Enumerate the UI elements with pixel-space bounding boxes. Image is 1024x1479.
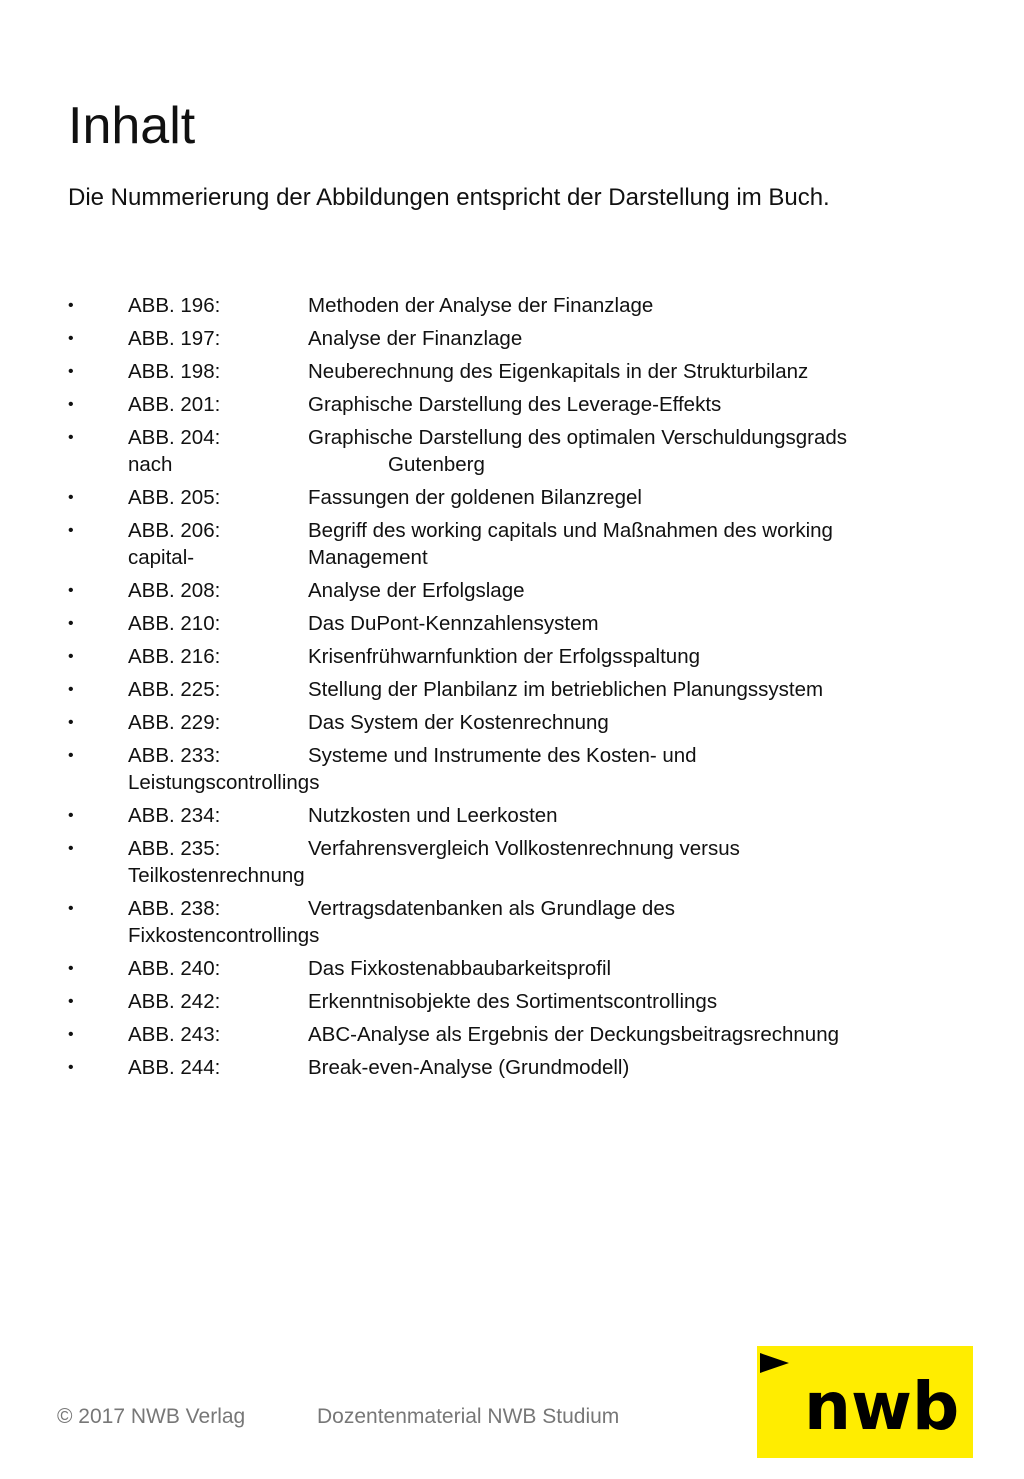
nwb-logo [757, 1346, 973, 1458]
list-item [68, 484, 948, 511]
figure-title-continuation: capital- [128, 546, 195, 569]
figure-number: ABB. 244: [128, 1056, 221, 1079]
list-item [68, 895, 948, 949]
figure-title: Das System der Kostenrechnung [308, 711, 609, 734]
figure-number: ABB. 204: [128, 426, 221, 449]
bullet-icon: • [68, 522, 74, 539]
list-item [68, 1021, 948, 1048]
list-item [68, 643, 948, 670]
list-item [68, 577, 948, 604]
figure-title: Stellung der Planbilanz im betrieblichen Planungssystem [308, 678, 824, 701]
figure-number: ABB. 240: [128, 957, 221, 980]
figure-title-continuation: Gutenberg [388, 453, 485, 476]
figure-number: ABB. 233: [128, 744, 221, 767]
figure-title: Analyse der Erfolgslage [308, 579, 525, 602]
figure-number: ABB. 197: [128, 327, 221, 350]
page-title: Inhalt [68, 97, 196, 155]
bullet-icon: • [68, 807, 74, 824]
figure-number: ABB. 235: [128, 837, 221, 860]
figure-number: ABB. 210: [128, 612, 221, 635]
bullet-icon: • [68, 681, 74, 698]
footer-material: Dozentenmaterial NWB Studium [317, 1405, 620, 1428]
figure-list [68, 292, 948, 1087]
figure-title: Nutzkosten und Leerkosten [308, 804, 558, 827]
bullet-icon: • [68, 1059, 74, 1076]
list-item [68, 835, 948, 889]
bullet-icon: • [68, 429, 74, 446]
figure-title: Methoden der Analyse der Finanzlage [308, 294, 654, 317]
bullet-icon: • [68, 297, 74, 314]
bullet-icon: • [68, 960, 74, 977]
list-item [68, 955, 948, 982]
figure-title: Neuberechnung des Eigenkapitals in der Strukturbilanz [308, 360, 809, 383]
bullet-icon: • [68, 1026, 74, 1043]
bullet-icon: • [68, 330, 74, 347]
list-item [68, 610, 948, 637]
figure-number: ABB. 242: [128, 990, 221, 1013]
figure-title: ABC-Analyse als Ergebnis der Deckungsbeitragsrechnung [308, 1023, 840, 1046]
figure-title: Graphische Darstellung des optimalen Verschuldungsgrads [308, 426, 848, 449]
list-item [68, 358, 948, 385]
figure-number: ABB. 229: [128, 711, 221, 734]
bullet-icon: • [68, 840, 74, 857]
bullet-icon: • [68, 363, 74, 380]
figure-number: ABB. 208: [128, 579, 221, 602]
list-item [68, 742, 948, 796]
figure-number: ABB. 205: [128, 486, 221, 509]
list-item [68, 292, 948, 319]
figure-title: Das DuPont-Kennzahlensystem [308, 612, 599, 635]
bullet-icon: • [68, 582, 74, 599]
page-subtitle: Die Nummerierung der Abbildungen entspricht der Darstellung im Buch. [68, 184, 830, 211]
figure-number: ABB. 216: [128, 645, 221, 668]
figure-number: ABB. 225: [128, 678, 221, 701]
figure-number: ABB. 198: [128, 360, 221, 383]
bullet-icon: • [68, 615, 74, 632]
bullet-icon: • [68, 747, 74, 764]
figure-title: Verfahrensvergleich Vollkostenrechnung versus [308, 837, 740, 860]
bullet-icon: • [68, 396, 74, 413]
footer-copyright: © 2017 NWB Verlag [57, 1405, 246, 1428]
figure-title: Krisenfrühwarnfunktion der Erfolgsspaltung [308, 645, 700, 668]
figure-title: Fassungen der goldenen Bilanzregel [308, 486, 642, 509]
figure-number: ABB. 206: [128, 519, 221, 542]
figure-title: Begriff des working capitals und Maßnahmen des working [308, 519, 833, 542]
list-item [68, 988, 948, 1015]
list-item [68, 802, 948, 829]
figure-title: Vertragsdatenbanken als Grundlage des [308, 897, 675, 920]
bullet-icon: • [68, 900, 74, 917]
list-item [68, 517, 948, 571]
figure-title-continuation: Teilkostenrechnung [128, 864, 305, 887]
figure-title: Graphische Darstellung des Leverage-Effekts [308, 393, 722, 416]
list-item [68, 709, 948, 736]
figure-title: Analyse der Finanzlage [308, 327, 523, 350]
list-item [68, 1054, 948, 1081]
list-item [68, 676, 948, 703]
bullet-icon: • [68, 489, 74, 506]
figure-number: ABB. 243: [128, 1023, 221, 1046]
list-item [68, 424, 948, 478]
figure-title-continuation: Management [308, 546, 428, 569]
figure-number: ABB. 201: [128, 393, 221, 416]
list-item [68, 325, 948, 352]
bullet-icon: • [68, 648, 74, 665]
figure-title-continuation: Leistungscontrollings [128, 771, 320, 794]
figure-title-continuation: Fixkostencontrollings [128, 924, 320, 947]
figure-number: ABB. 196: [128, 294, 221, 317]
list-item [68, 391, 948, 418]
figure-title-continuation: nach [128, 453, 173, 476]
figure-title: Erkenntnisobjekte des Sortimentscontrollings [308, 990, 718, 1013]
bullet-icon: • [68, 714, 74, 731]
figure-title: Break-even-Analyse (Grundmodell) [308, 1056, 630, 1079]
figure-number: ABB. 234: [128, 804, 221, 827]
bullet-icon: • [68, 993, 74, 1010]
figure-title: Das Fixkostenabbaubarkeitsprofil [308, 957, 612, 980]
logo-text: nwb [804, 1368, 960, 1445]
figure-title: Systeme und Instrumente des Kosten- und [308, 744, 697, 767]
figure-number: ABB. 238: [128, 897, 221, 920]
